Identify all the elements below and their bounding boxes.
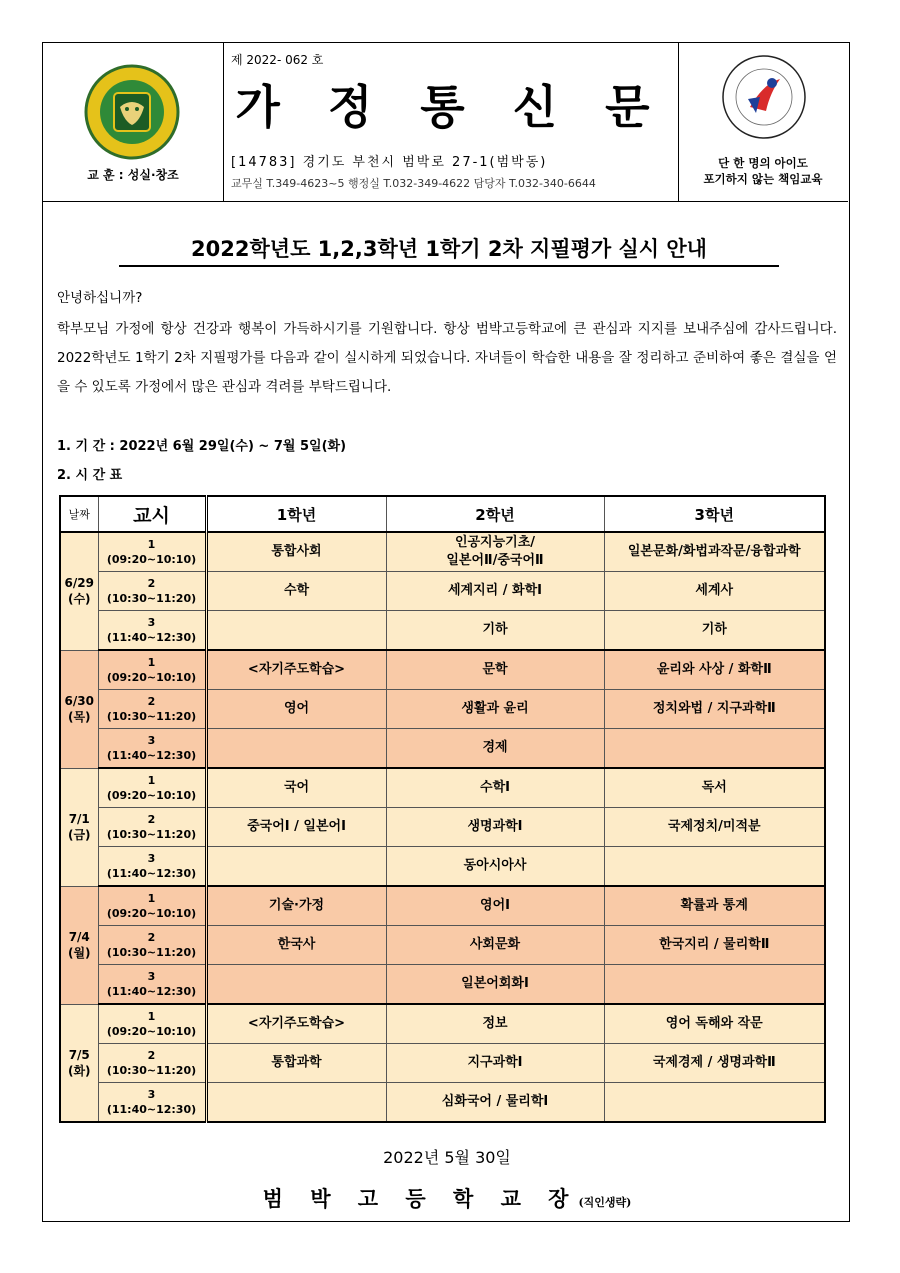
period-number: 1 <box>147 892 156 905</box>
grade1-subject <box>206 729 386 769</box>
grade3-subject: 윤리와 사상 / 화학Ⅱ <box>604 650 825 690</box>
period-cell <box>98 611 206 651</box>
table-row <box>60 729 825 769</box>
letterhead <box>43 43 848 202</box>
day-date: 6/30 <box>64 694 94 708</box>
period-number: 3 <box>147 852 156 865</box>
issue-number: 제 2022- 062 호 <box>231 53 324 67</box>
grade2-subject <box>386 1044 604 1083</box>
period-time: (09:20~10:10) <box>106 1025 197 1038</box>
grade2-subject-line1: 문학 <box>482 662 508 677</box>
table-row <box>60 572 825 611</box>
grade1-subject: <자기주도학습> <box>206 650 386 690</box>
education-office-logo-icon <box>720 53 808 141</box>
period-time: (10:30~11:20) <box>106 1064 197 1077</box>
day-date: 6/29 <box>64 576 94 591</box>
contact-phones: 교무실 T.349-4623~5 행정실 T.032-349-4622 담당자 T.032-340-6644 <box>231 177 596 190</box>
document-title: 2022학년도 1,2,3학년 1학기 2차 지필평가 실시 안내 <box>119 233 779 267</box>
day-date: 7/1 <box>68 812 90 826</box>
period-time: (10:30~11:20) <box>106 946 197 959</box>
day-weekday: (금) <box>67 828 91 842</box>
grade2-subject-line1: 수학Ⅰ <box>480 780 510 795</box>
page-title: 가 정 통 신 문 <box>235 80 666 134</box>
period-time: (10:30~11:20) <box>106 710 197 723</box>
table-row <box>60 1004 825 1044</box>
period-time: (11:40~12:30) <box>106 867 197 880</box>
period-cell <box>98 926 206 965</box>
grade1-subject <box>206 965 386 1005</box>
period-cell <box>98 690 206 729</box>
period-time: (11:40~12:30) <box>106 631 197 644</box>
day-cell <box>60 886 98 1004</box>
period-number: 1 <box>147 656 156 669</box>
table-row <box>60 965 825 1005</box>
grade3-subject: 세계사 <box>604 572 825 611</box>
period-time: (09:20~10:10) <box>106 671 197 684</box>
office-cell <box>678 43 848 201</box>
period-time: (11:40~12:30) <box>106 985 197 998</box>
grade2-subject-line1: 경제 <box>482 740 508 755</box>
grade3-subject: 확률과 통계 <box>604 886 825 926</box>
period-number: 2 <box>147 577 156 590</box>
school-emblem-icon <box>78 63 186 161</box>
grade3-subject: 정치와법 / 지구과학Ⅱ <box>604 690 825 729</box>
grade2-subject-line1: 사회문화 <box>469 937 521 952</box>
header-grade2: 2학년 <box>386 496 604 532</box>
period-time: (09:20~10:10) <box>106 907 197 920</box>
grade2-subject <box>386 847 604 887</box>
grade2-subject <box>386 1083 604 1123</box>
table-row <box>60 926 825 965</box>
period-time: (11:40~12:30) <box>106 1103 197 1116</box>
header-date: 날짜 <box>60 496 98 532</box>
grade1-subject: <자기주도학습> <box>206 1004 386 1044</box>
period-number: 2 <box>147 931 156 944</box>
period-cell <box>98 572 206 611</box>
period-cell <box>98 808 206 847</box>
school-cell <box>43 43 224 201</box>
timetable-header-row <box>60 496 825 532</box>
signature-text: 범 박 고 등 학 교 장 <box>262 1186 579 1211</box>
period-cell <box>98 1083 206 1123</box>
period-cell <box>98 1004 206 1044</box>
grade1-subject: 통합과학 <box>206 1044 386 1083</box>
period-cell <box>98 729 206 769</box>
day-weekday: (화) <box>67 1063 91 1078</box>
grade2-subject-line1: 일본어회화Ⅰ <box>461 976 529 991</box>
grade1-subject: 영어 <box>206 690 386 729</box>
grade2-subject <box>386 729 604 769</box>
table-row <box>60 808 825 847</box>
table-row <box>60 611 825 651</box>
grade1-subject: 한국사 <box>206 926 386 965</box>
issue-date: 2022년 5월 30일 <box>383 1148 511 1167</box>
period-cell <box>98 1044 206 1083</box>
period-time: (09:20~10:10) <box>106 789 197 802</box>
grade3-subject: 국제경제 / 생명과학Ⅱ <box>604 1044 825 1083</box>
grade2-subject-line1: 정보 <box>482 1016 508 1031</box>
period-cell <box>98 768 206 808</box>
grade1-subject <box>206 611 386 651</box>
grade2-subject <box>386 768 604 808</box>
grade2-subject <box>386 532 604 572</box>
day-weekday: (월) <box>67 946 91 960</box>
grade2-subject-line1: 인공지능기초/ <box>454 535 536 550</box>
period-number: 1 <box>147 774 156 787</box>
table-row <box>60 1083 825 1123</box>
table-row <box>60 886 825 926</box>
day-cell <box>60 768 98 886</box>
school-address: [14783] 경기도 부천시 범박로 27-1(범박동) <box>231 155 548 170</box>
grade2-subject-line1: 기하 <box>482 622 508 637</box>
grade2-subject-line1: 심화국어 / 물리학Ⅰ <box>441 1094 549 1109</box>
grade3-subject: 일본문화/화법과작문/융합과학 <box>604 532 825 572</box>
table-row <box>60 532 825 572</box>
greeting: 안녕하십니까? <box>57 290 143 306</box>
day-cell <box>60 1004 98 1122</box>
grade2-subject <box>386 886 604 926</box>
table-row <box>60 847 825 887</box>
grade1-subject <box>206 847 386 887</box>
intro-paragraph: 학부모님 가정에 항상 건강과 행복이 가득하시기를 기원합니다. 항상 범박고등학교에 큰 관심과 지지를 보내주심에 감사드립니다. 2022학년도 1학기 2차 지필평가를 다음과 같이 실시하게 되었습니다. 자녀들이 학습한 내용을 잘 정리하고 준비하여 좋은 결실을 얻을 수 있도록 가정에서 많은 관심과 격려를 부탁드립니다. <box>57 321 837 395</box>
grade3-subject <box>604 965 825 1005</box>
grade1-subject: 수학 <box>206 572 386 611</box>
section-period: 1. 기 간 : 2022년 6월 29일(수) ~ 7월 5일(화) <box>57 439 347 454</box>
grade2-subject-line1: 생명과학Ⅰ <box>467 819 523 834</box>
period-time: (10:30~11:20) <box>106 828 197 841</box>
period-number: 3 <box>147 1088 156 1101</box>
grade2-subject-line1: 영어Ⅰ <box>480 898 510 913</box>
grade3-subject: 국제정치/미적분 <box>604 808 825 847</box>
period-number: 2 <box>147 813 156 826</box>
grade3-subject: 독서 <box>604 768 825 808</box>
grade1-subject: 중국어Ⅰ / 일본어Ⅰ <box>206 808 386 847</box>
table-row <box>60 690 825 729</box>
period-number: 3 <box>147 734 156 747</box>
header-grade1: 1학년 <box>206 496 386 532</box>
grade3-subject <box>604 1083 825 1123</box>
day-weekday: (수) <box>67 592 91 607</box>
section-timetable: 2. 시 간 표 <box>57 468 123 483</box>
grade3-subject <box>604 729 825 769</box>
slogan-line2: 포기하지 않는 책임교육 <box>703 172 823 186</box>
period-number: 3 <box>147 616 156 629</box>
period-cell <box>98 847 206 887</box>
grade2-subject <box>386 690 604 729</box>
day-date: 7/5 <box>68 1047 90 1062</box>
grade2-subject <box>386 965 604 1005</box>
period-number: 3 <box>147 970 156 983</box>
signature-note: (직인생략) <box>578 1196 632 1209</box>
grade1-subject <box>206 1083 386 1123</box>
slogan-line1: 단 한 명의 아이도 <box>718 156 808 170</box>
grade2-subject-line1: 세계지리 / 화학Ⅰ <box>448 583 542 598</box>
grade1-subject: 국어 <box>206 768 386 808</box>
table-row <box>60 768 825 808</box>
title-cell <box>223 43 679 201</box>
grade2-subject <box>386 1004 604 1044</box>
period-time: (11:40~12:30) <box>106 749 197 762</box>
period-cell <box>98 650 206 690</box>
period-number: 1 <box>147 538 156 551</box>
school-motto: 교 훈 : 성실·창조 <box>87 168 179 182</box>
document-frame <box>42 42 850 1222</box>
header-period: 교시 <box>98 496 206 532</box>
grade2-subject-line1: 동아시아사 <box>463 858 527 873</box>
day-weekday: (목) <box>67 710 91 724</box>
period-number: 2 <box>147 1049 156 1062</box>
grade2-subject-line1: 지구과학Ⅰ <box>467 1055 523 1070</box>
grade2-subject <box>386 808 604 847</box>
period-number: 1 <box>147 1010 156 1023</box>
grade2-subject <box>386 926 604 965</box>
table-row <box>60 1044 825 1083</box>
principal-signature <box>43 1183 851 1213</box>
grade3-subject: 영어 독해와 작문 <box>604 1004 825 1044</box>
grade1-subject: 통합사회 <box>206 532 386 572</box>
table-row <box>60 650 825 690</box>
grade1-subject: 기술·가정 <box>206 886 386 926</box>
period-cell <box>98 532 206 572</box>
grade3-subject: 한국지리 / 물리학Ⅱ <box>604 926 825 965</box>
grade3-subject <box>604 847 825 887</box>
grade2-subject-line2: 일본어Ⅱ/중국어Ⅱ <box>446 553 544 568</box>
grade2-subject-line1: 생활과 윤리 <box>461 701 529 716</box>
grade2-subject <box>386 572 604 611</box>
period-cell <box>98 886 206 926</box>
period-time: (10:30~11:20) <box>106 592 197 605</box>
day-cell <box>60 532 98 650</box>
period-time: (09:20~10:10) <box>106 553 197 566</box>
header-grade3: 3학년 <box>604 496 825 532</box>
period-cell <box>98 965 206 1005</box>
slogan <box>678 155 848 187</box>
exam-timetable <box>59 495 826 1123</box>
grade2-subject <box>386 650 604 690</box>
day-cell <box>60 650 98 768</box>
grade3-subject: 기하 <box>604 611 825 651</box>
day-date: 7/4 <box>68 930 90 944</box>
grade2-subject <box>386 611 604 651</box>
period-number: 2 <box>147 695 156 708</box>
